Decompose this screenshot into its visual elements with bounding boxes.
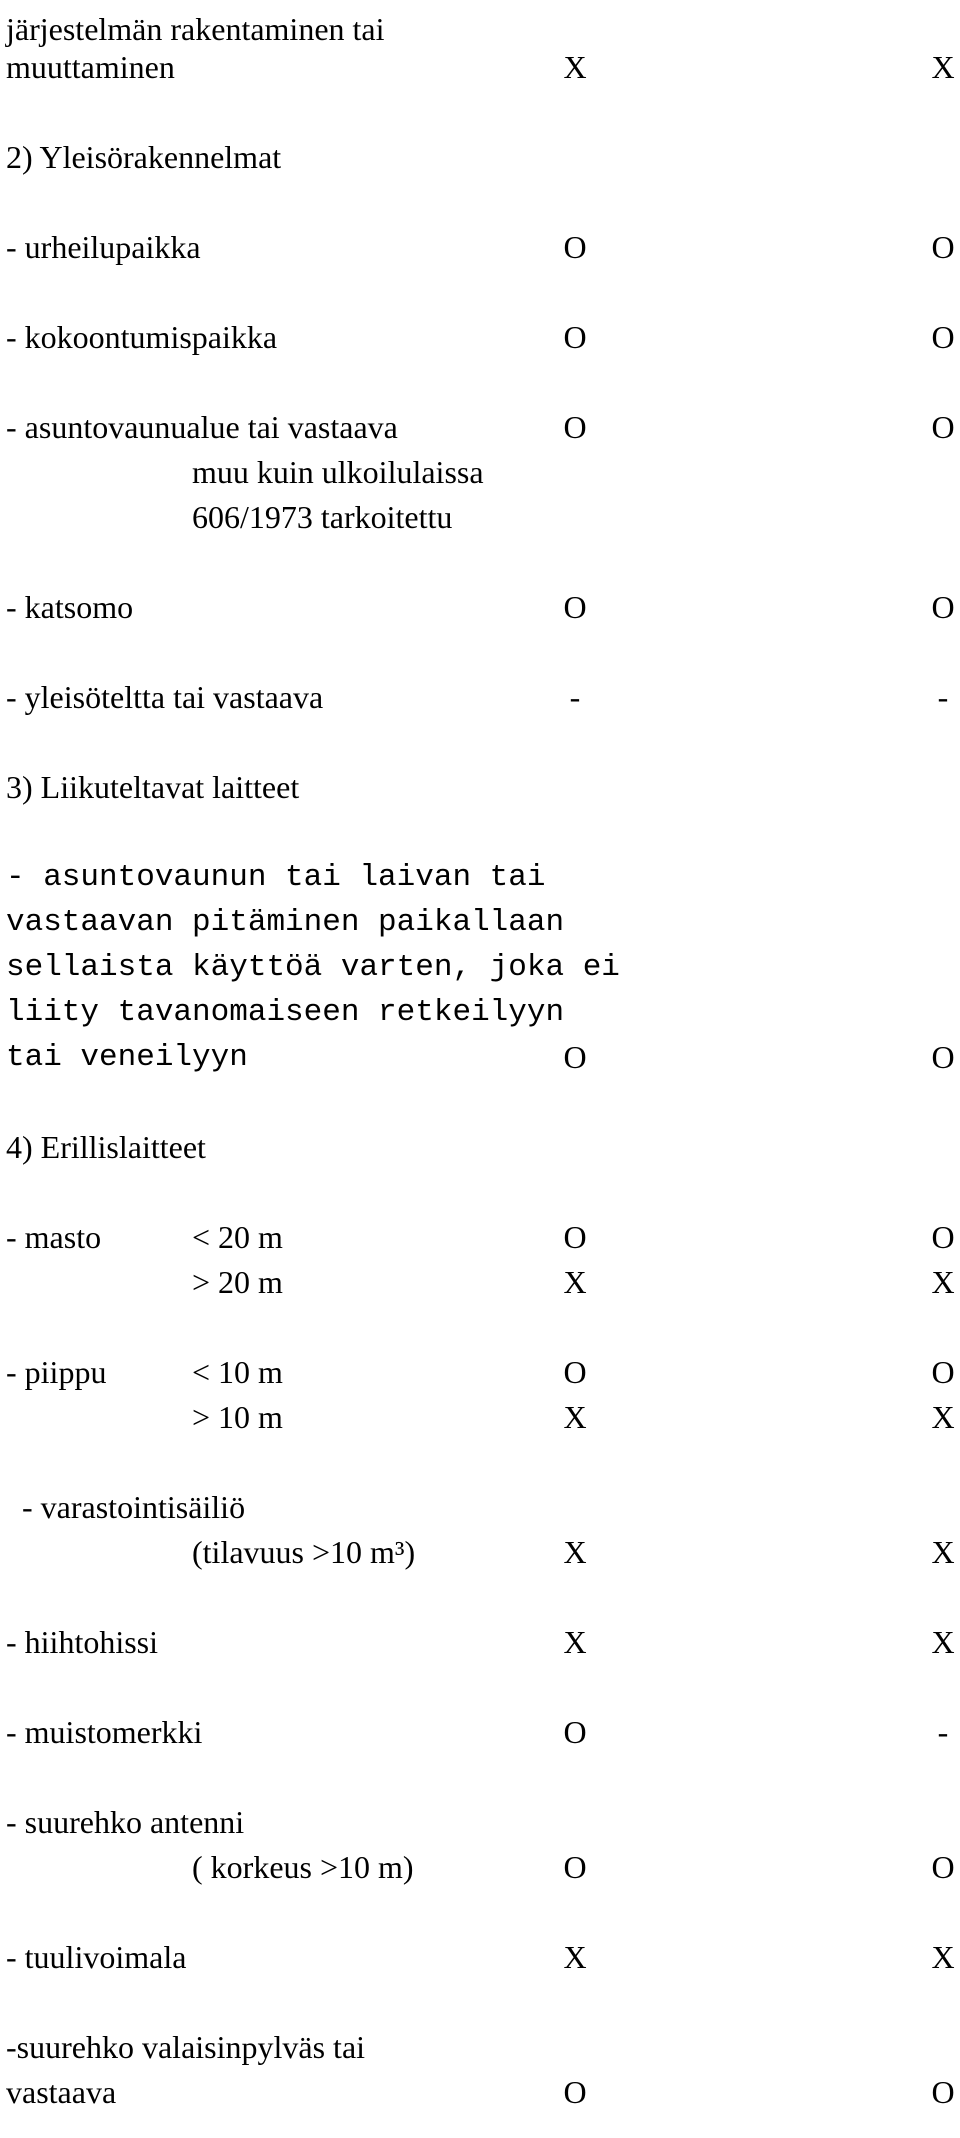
- mark-col-1: O: [563, 2074, 587, 2110]
- list-item: [0, 990, 960, 1035]
- mark-col-2: X: [931, 1534, 955, 1570]
- row-label: sellaista käyttöä varten, joka ei: [6, 950, 620, 985]
- row-detail: > 10 m: [192, 1399, 283, 1435]
- row-label: - hiihtohissi: [6, 1624, 159, 1660]
- mark-col-2: O: [931, 2074, 955, 2110]
- mark-col-2: O: [931, 1354, 955, 1390]
- mark-col-2: O: [931, 1219, 955, 1255]
- row-label: - piippu: [6, 1354, 107, 1390]
- mark-col-2: X: [931, 1399, 955, 1435]
- mark-col-1: X: [563, 1534, 587, 1570]
- mark-col-2: O: [931, 589, 955, 625]
- mark-col-1: X: [563, 1939, 587, 1975]
- list-item: [0, 45, 960, 90]
- row-label: liity tavanomaiseen retkeilyyn: [6, 995, 565, 1030]
- mark-col-1: X: [563, 1399, 587, 1435]
- list-item: [0, 585, 960, 630]
- mark-col-1: O: [563, 1039, 587, 1075]
- row-detail: 606/1973 tarkoitettu: [192, 499, 453, 535]
- list-item: [0, 450, 960, 495]
- list-item: [0, 1845, 960, 1890]
- list-item: [0, 900, 960, 945]
- row-detail: ( korkeus >10 m): [192, 1849, 414, 1885]
- list-item: [0, 1215, 960, 1260]
- row-label: - masto: [6, 1219, 102, 1255]
- row-label: 2) Yleisörakennelmat: [6, 139, 282, 175]
- row-label: 3) Liikuteltavat laitteet: [6, 769, 300, 805]
- mark-col-2: O: [931, 1039, 955, 1075]
- mark-col-2: O: [931, 409, 955, 445]
- list-item: [0, 1395, 960, 1440]
- row-label: - yleisöteltta tai vastaava: [6, 679, 324, 715]
- mark-col-1: X: [563, 1264, 587, 1300]
- row-label: - tuulivoimala: [6, 1939, 187, 1975]
- list-item: [0, 1350, 960, 1395]
- list-item: [0, 495, 960, 540]
- list-item: [0, 675, 960, 720]
- mark-col-2: X: [931, 1939, 955, 1975]
- mark-col-1: O: [563, 1849, 587, 1885]
- row-label: muuttaminen: [6, 49, 175, 85]
- mark-col-2: X: [931, 1624, 955, 1660]
- row-label: - varastointisäiliö: [22, 1489, 246, 1525]
- mark-col-2: X: [931, 1264, 955, 1300]
- list-item: [0, 315, 960, 360]
- mark-col-2: -: [937, 1714, 949, 1750]
- list-item: [0, 405, 960, 450]
- list-item: [0, 1260, 960, 1305]
- mark-col-2: O: [931, 1849, 955, 1885]
- row-label: - asuntovaunualue tai vastaava: [6, 409, 398, 445]
- list-item: [0, 1035, 960, 1080]
- list-item: [0, 2025, 960, 2070]
- list-item: [0, 855, 960, 900]
- row-label: - asuntovaunun tai laivan tai: [6, 860, 546, 895]
- list-item: [0, 1620, 960, 1665]
- row-detail: muu kuin ulkoilulaissa: [192, 454, 484, 490]
- mark-col-1: X: [563, 49, 587, 85]
- row-label: - urheilupaikka: [6, 229, 201, 265]
- row-label: -suurehko valaisinpylväs tai: [6, 2029, 366, 2065]
- mark-col-2: O: [931, 319, 955, 355]
- list-item: [0, 2070, 960, 2115]
- mark-col-1: O: [563, 409, 587, 445]
- mark-col-1: X: [563, 1624, 587, 1660]
- section-heading: [0, 135, 960, 180]
- row-label: järjestelmän rakentaminen tai: [6, 11, 385, 47]
- mark-col-1: O: [563, 589, 587, 625]
- row-label: - suurehko antenni: [6, 1804, 245, 1840]
- row-label: - kokoontumispaikka: [6, 319, 278, 355]
- list-item: [0, 1800, 960, 1845]
- row-label: - muistomerkki: [6, 1714, 203, 1750]
- list-item: [0, 945, 960, 990]
- mark-col-2: X: [931, 49, 955, 85]
- row-detail: < 20 m: [192, 1219, 283, 1255]
- mark-col-1: O: [563, 229, 587, 265]
- mark-col-1: O: [563, 319, 587, 355]
- mark-col-2: -: [937, 679, 949, 715]
- row-label: 4) Erillislaitteet: [6, 1129, 206, 1165]
- section-heading: [0, 1125, 960, 1170]
- row-label: vastaavan pitäminen paikallaan: [6, 905, 565, 940]
- row-detail: (tilavuus >10 m³): [192, 1534, 416, 1570]
- list-item: [0, 225, 960, 270]
- list-item: [0, 1935, 960, 1980]
- mark-col-1: O: [563, 1354, 587, 1390]
- row-label: - katsomo: [6, 589, 134, 625]
- row-label: vastaava: [6, 2074, 117, 2110]
- mark-col-1: O: [563, 1714, 587, 1750]
- row-detail: < 10 m: [192, 1354, 283, 1390]
- row-label: tai veneilyyn: [6, 1040, 248, 1075]
- mark-col-1: O: [563, 1219, 587, 1255]
- mark-col-2: O: [931, 229, 955, 265]
- mark-col-1: -: [569, 679, 581, 715]
- list-item: [0, 1530, 960, 1575]
- row-detail: > 20 m: [192, 1264, 283, 1300]
- list-item: [0, 1710, 960, 1755]
- list-item: [0, 1485, 960, 1530]
- section-heading: [0, 765, 960, 810]
